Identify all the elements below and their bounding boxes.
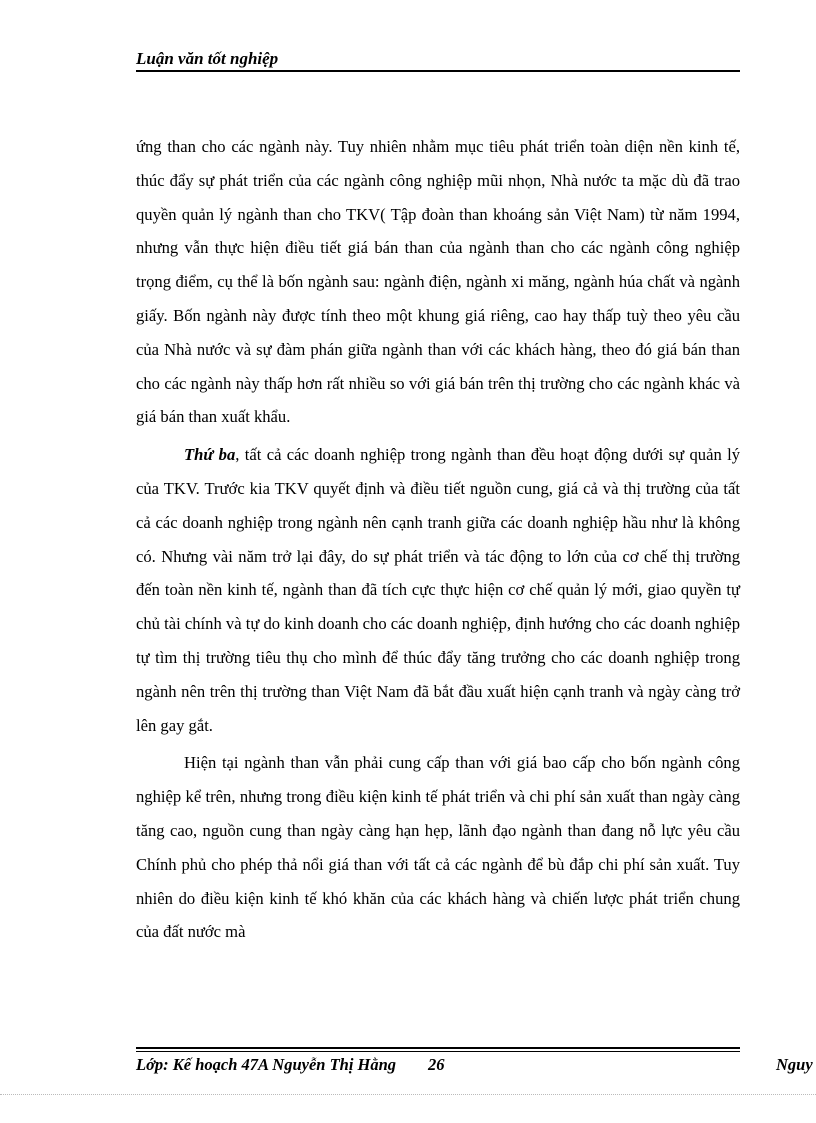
footer-rule-thin [136,1051,740,1052]
page-footer [136,1055,816,1075]
page-number: 26 [428,1055,445,1074]
document-body [136,130,740,953]
page-header-title: Luận văn tốt nghiệp [136,49,279,68]
footer-right-text: Nguy [776,1055,813,1074]
footer-class-author: Lớp: Kế hoạch 47A Nguyễn Thị Hằng [136,1055,397,1074]
paragraph-2-text: , tất cả các doanh nghiệp trong ngành than đều hoạt động dưới sự quản lý của TKV. Trước kia TKV quyết định và điều tiết nguồn cung, giá cả và thị trường của tất cả các doanh nghiệp trong ngành nên cạnh tranh giữa các doanh nghiệp hầu như là không có. Nhưng vài năm trở lại đây, do sự phát triển và tác động to lớn của cơ chế thị trường đến toàn nền kinh tế, ngành than đã tích cực thực hiện cơ chế quản lý mới, giao quyền tự chủ tài chính và tự do kinh doanh cho các doanh nghiệp, định hướng cho các doanh nghiệp tự tìm thị trường tiêu thụ cho mình để thúc đẩy tăng trưởng cho các doanh nghiệp trong ngành nên trên thị trường than Việt Nam đã bắt đầu xuất hiện cạnh tranh và ngày càng trở lên gay gắt. [136,445,740,735]
paragraph-1: ứng than cho các ngành này. Tuy nhiên nhằm mục tiêu phát triển toàn diện nền kinh tế, thúc đẩy sự phát triển của các ngành công nghiệp mũi nhọn, Nhà nước ta mặc dù đã trao quyền quản lý ngành than cho TKV( Tập đoàn than khoáng sản Việt Nam) từ năm 1994, nhưng vẫn thực hiện điều tiết giá bán than của ngành than cho các ngành công nghiệp trọng điểm, cụ thể là bốn ngành sau: ngành điện, ngành xi măng, ngành húa chất và ngành giấy. Bốn ngành này được tính theo một khung giá riêng, cao hay thấp tuỳ theo yêu cầu của Nhà nước và sự đàm phán giữa ngành than với các khách hàng, theo đó giá bán than cho các ngành này thấp hơn rất nhiều so với giá bán trên thị trường cho các ngành khác và giá bán than xuất khẩu. [136,137,740,427]
paragraph-3: Hiện tại ngành than vẫn phải cung cấp than với giá bao cấp cho bốn ngành công nghiệp kể trên, nhưng trong điều kiện kinh tế phát triển và chi phí sản xuất than ngày càng tăng cao, nguồn cung than ngày càng hạn hẹp, lãnh đạo ngành than đang nỗ lực yêu cầu Chính phủ cho phép thả nổi giá than với tất cả các ngành để bù đắp chi phí sản xuất. Tuy nhiên do điều kiện kinh tế khó khăn của các khách hàng và chiến lược phát triển chung của đất nước mà [136,753,740,942]
header-rule [136,70,740,72]
footer-rule-thick [136,1047,740,1049]
paragraph-2 [136,438,740,742]
paragraph-2-lead: Thứ ba [184,445,236,465]
page-bottom-divider [0,1094,816,1095]
